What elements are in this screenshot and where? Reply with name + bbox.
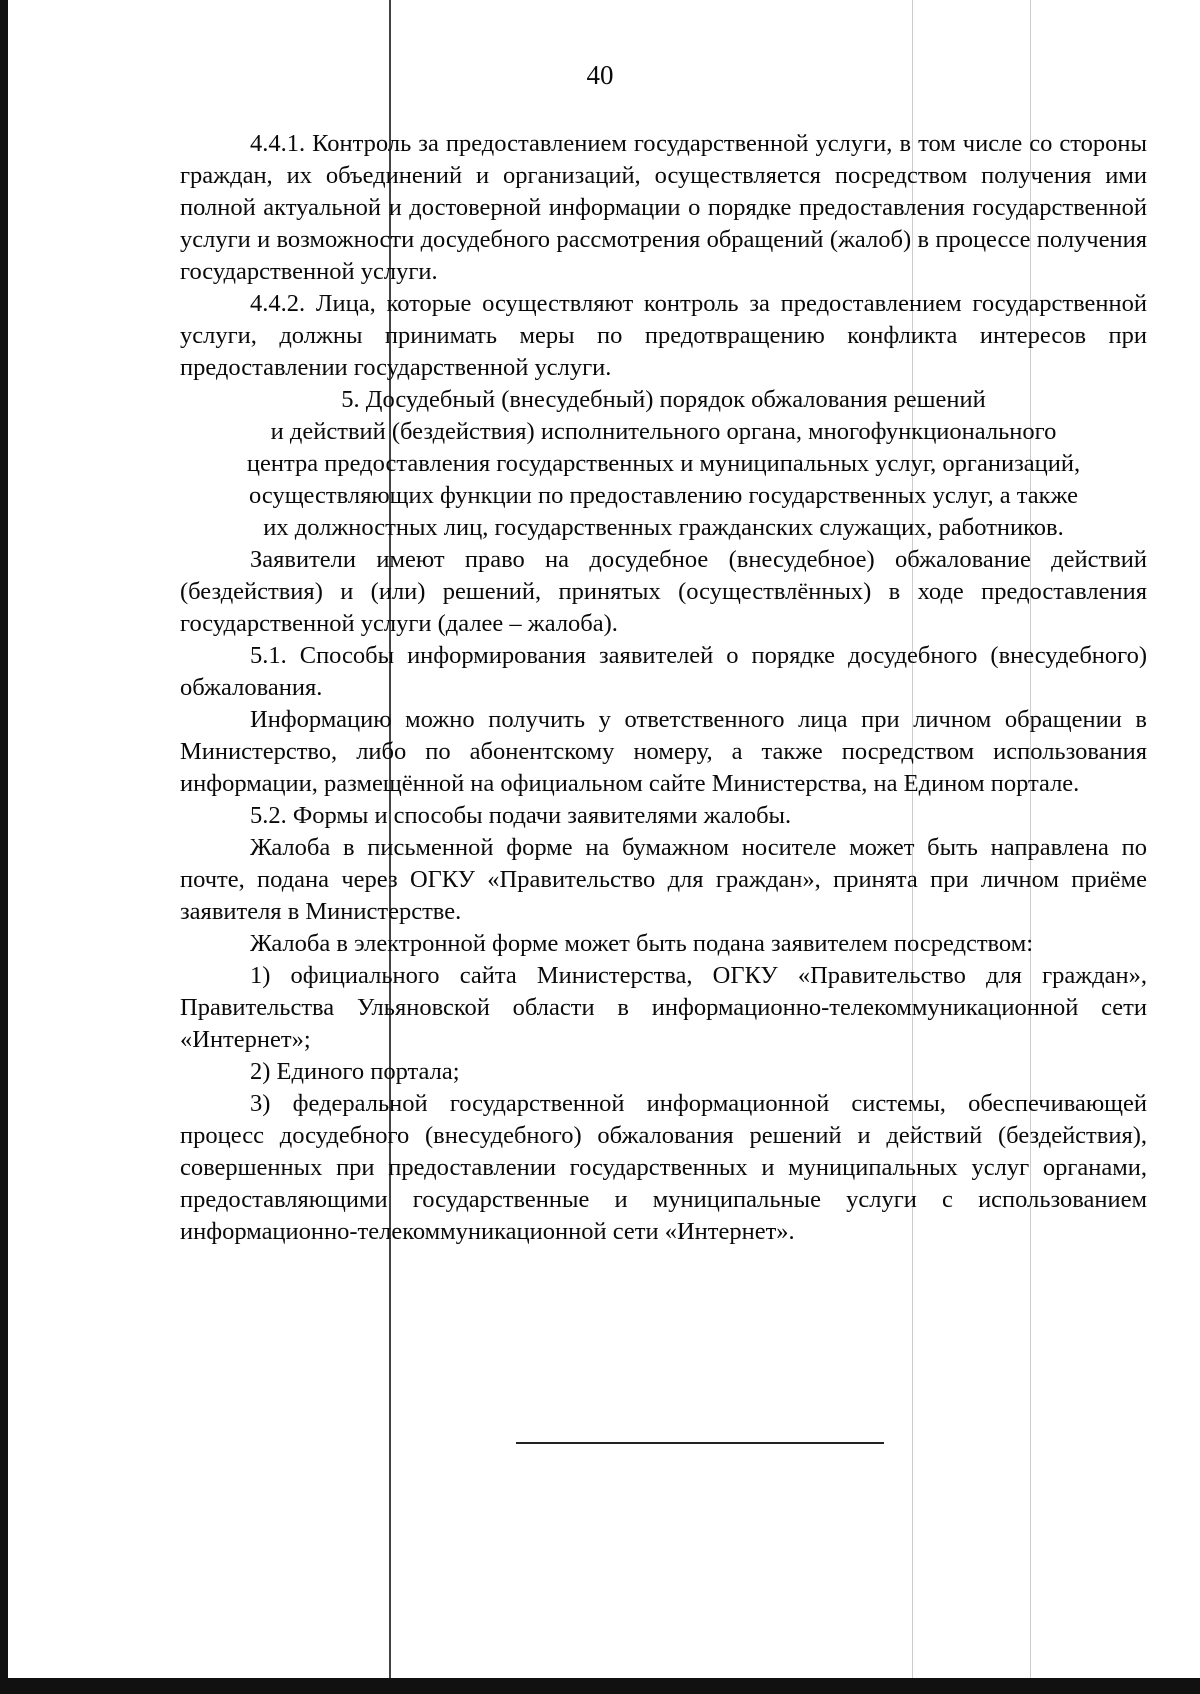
section-title bbox=[180, 384, 1147, 544]
list-item-3: 3) федеральной государственной информационной системы, обеспечивающей процесс досудебного (внесудебного) обжалования решений и действий (бездействия), совершенных при предоставлении государственных и муниципальных услуг органами, предоставляющими государственные и муниципальные услуги с использованием информационно-телекоммуникационной сети «Интернет». bbox=[180, 1090, 1147, 1245]
section-title-line: центра предоставления государственных и муниципальных услуг, организаций, bbox=[246, 450, 1081, 477]
end-rule bbox=[516, 1442, 884, 1444]
document-body bbox=[180, 128, 1147, 1248]
list-item-1: 1) официального сайта Министерства, ОГКУ «Правительство для граждан», Правительства Ульяновской области в информационно-телекоммуникационной сети «Интернет»; bbox=[180, 962, 1147, 1053]
scan-edge-left bbox=[0, 0, 8, 1694]
paragraph-paper-complaint: Жалоба в письменной форме на бумажном носителе может быть направлена по почте, подана через ОГКУ «Правительство для граждан», принята при личном приёме заявителя в Министерстве. bbox=[180, 834, 1147, 925]
scan-edge-bottom bbox=[0, 1678, 1200, 1694]
section-title-line: и действий (бездействия) исполнительного органа, многофункционального bbox=[270, 418, 1057, 445]
paragraph-applicants-right: Заявители имеют право на досудебное (внесудебное) обжалование действий (бездействия) и (или) решений, принятых (осуществлённых) в ходе предоставления государственной услуги (далее – жалоба). bbox=[180, 546, 1147, 637]
paragraph-4-4-1: 4.4.1. Контроль за предоставлением государственной услуги, в том числе со стороны граждан, их объединений и организаций, осуществляется посредством получения ими полной актуальной и достоверной информации о порядке предоставления государственной услуги и возможности досудебного рассмотрения обращений (жалоб) в процессе получения государственной услуги. bbox=[180, 130, 1147, 285]
section-title-line: осуществляющих функции по предоставлению государственных услуг, а также bbox=[249, 482, 1078, 509]
list-item-2: 2) Единого портала; bbox=[250, 1058, 460, 1085]
paragraph-5-1: 5.1. Способы информирования заявителей о порядке досудебного (внесудебного) обжалования. bbox=[180, 642, 1147, 701]
section-title-line: их должностных лиц, государственных гражданских служащих, работников. bbox=[263, 514, 1064, 541]
section-title-line: 5. Досудебный (внесудебный) порядок обжалования решений bbox=[341, 386, 986, 413]
paragraph-electronic-complaint: Жалоба в электронной форме может быть подана заявителем посредством: bbox=[250, 930, 1034, 957]
paragraph-5-2: 5.2. Формы и способы подачи заявителями жалобы. bbox=[250, 802, 792, 829]
page-number: 40 bbox=[586, 60, 614, 90]
paragraph-information: Информацию можно получить у ответственного лица при личном обращении в Министерство, либо по абонентскому номеру, а также посредством использования информации, размещённой на официальном сайте Министерства, на Едином портале. bbox=[180, 706, 1147, 797]
paragraph-4-4-2: 4.4.2. Лица, которые осуществляют контроль за предоставлением государственной услуги, должны принимать меры по предотвращению конфликта интересов при предоставлении государственной услуги. bbox=[180, 290, 1147, 381]
